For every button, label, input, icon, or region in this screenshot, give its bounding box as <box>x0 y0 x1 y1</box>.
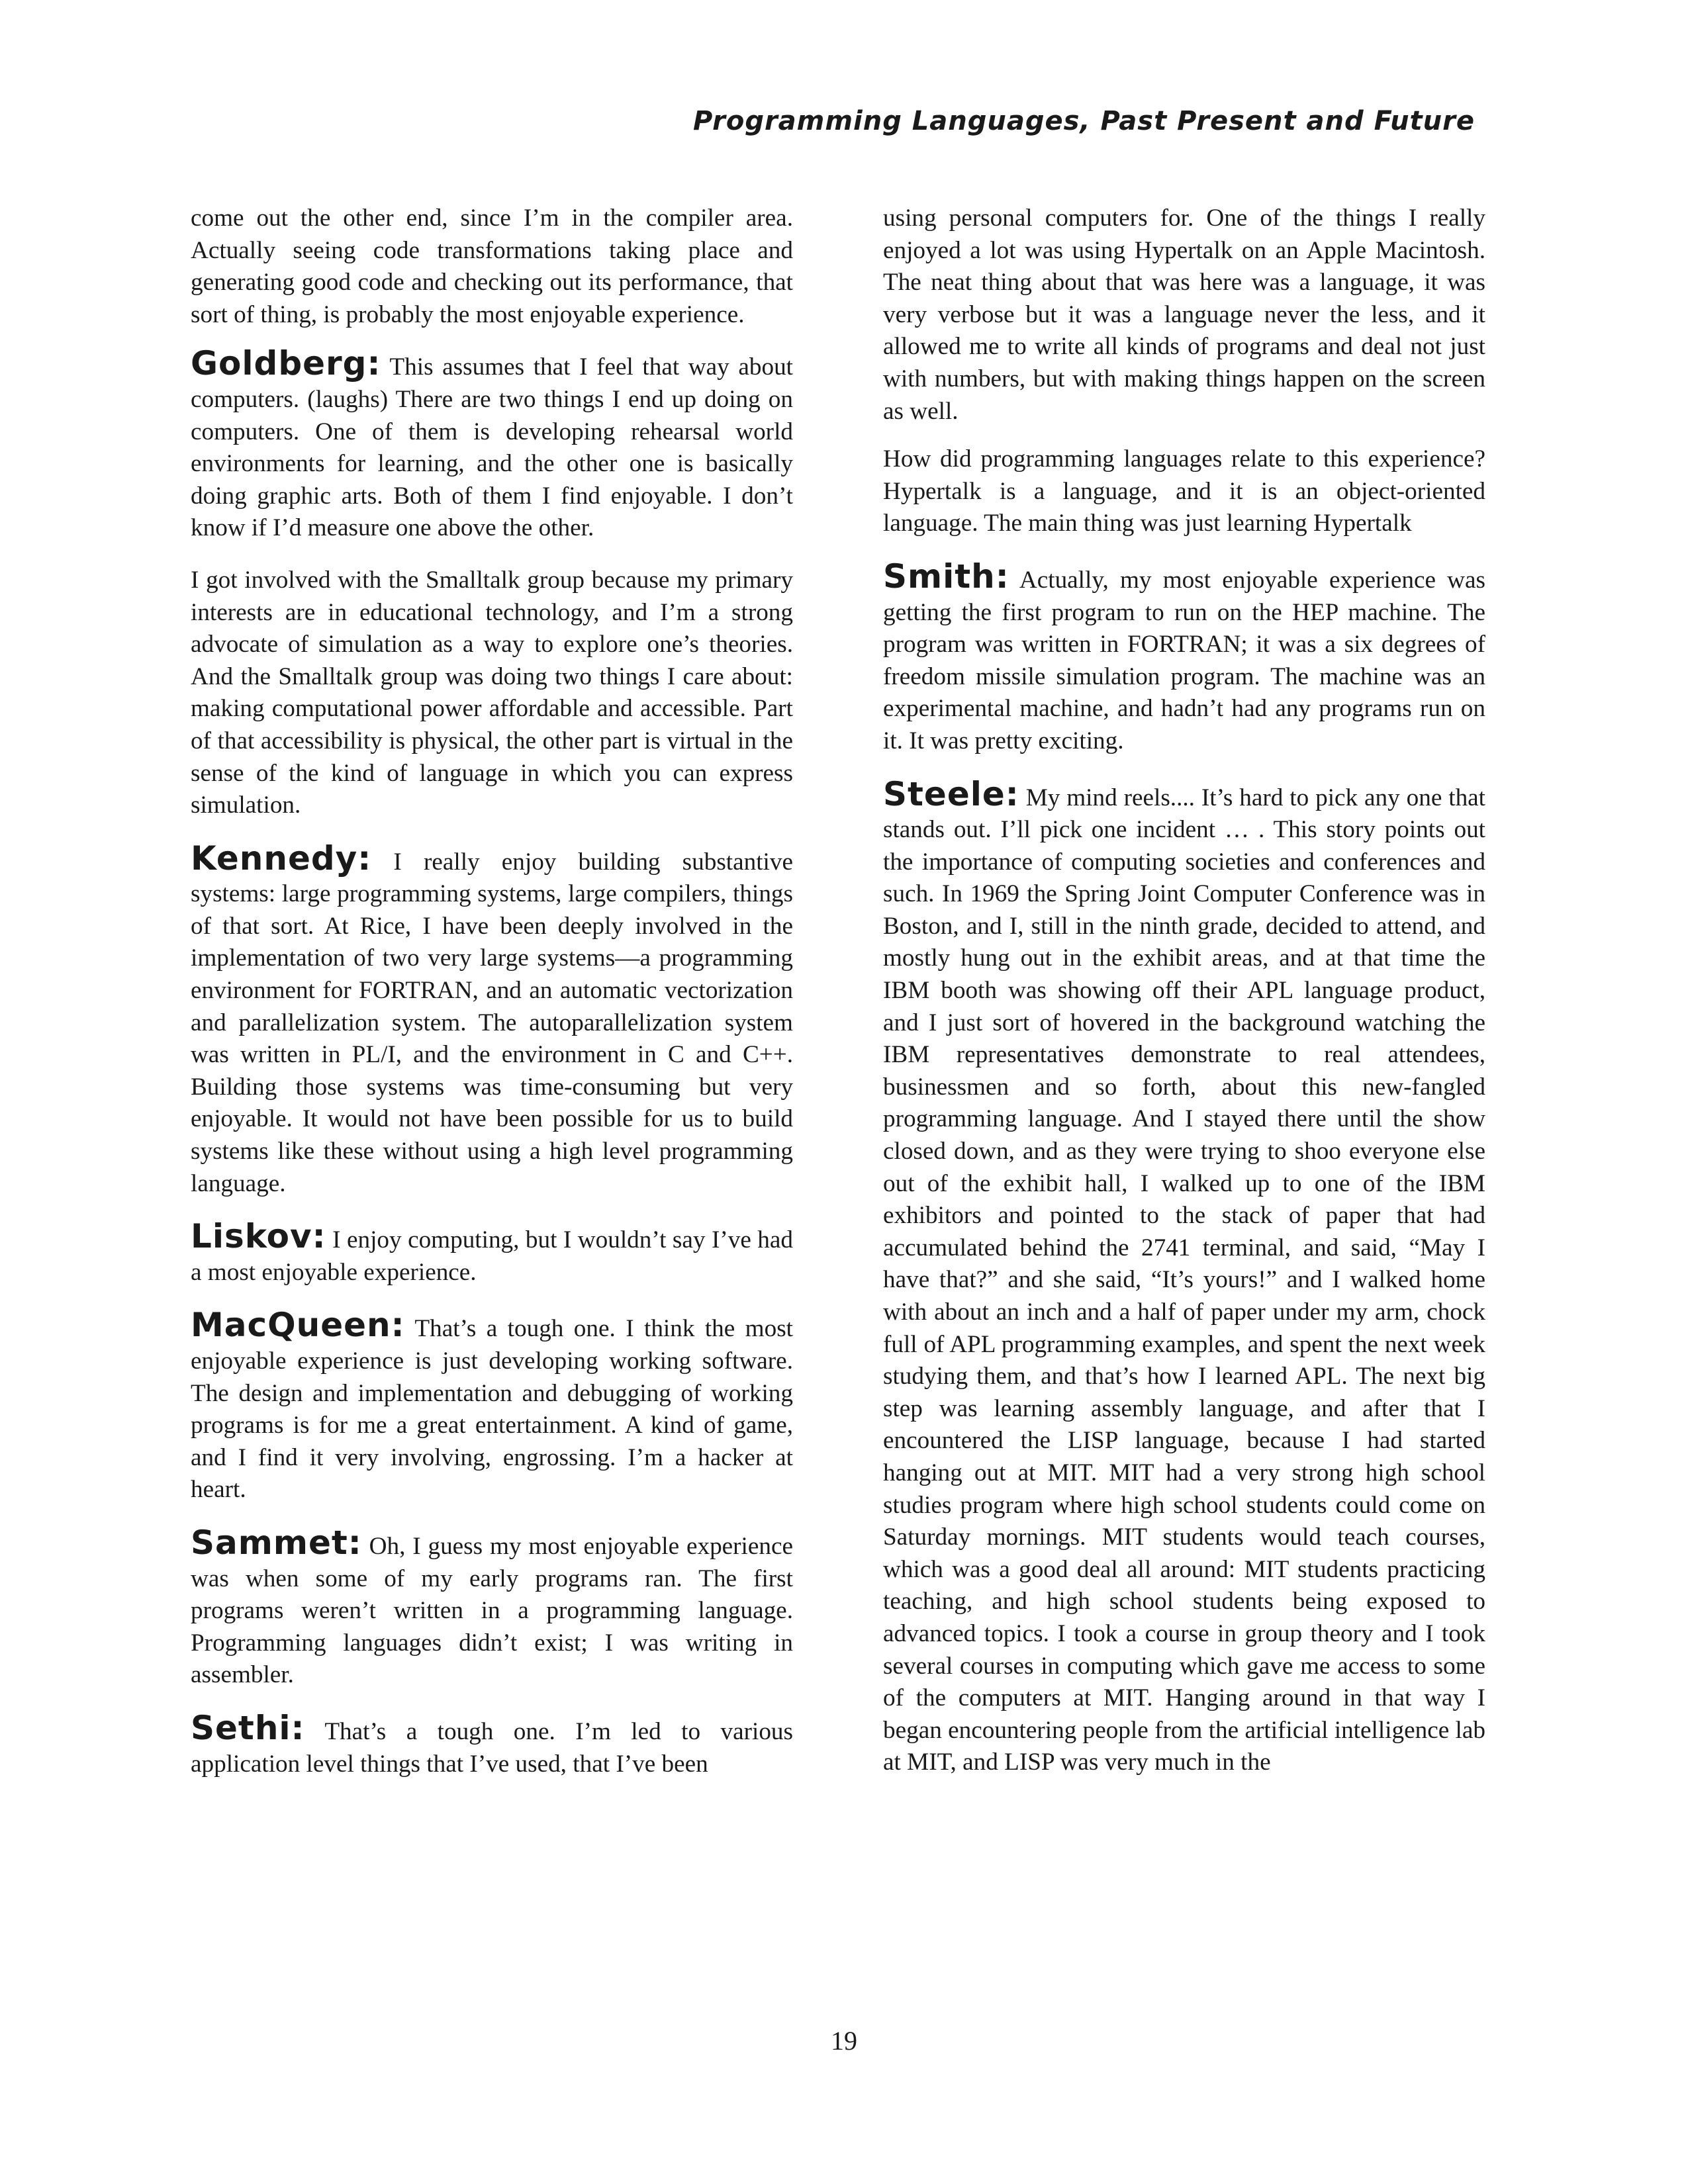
speaker-name: MacQueen: <box>191 1306 405 1345</box>
answer-text: I enjoy computing, but I wouldn’t say I’ve had a most enjoyable experience. <box>191 1226 794 1286</box>
paragraph <box>883 203 1485 428</box>
answer-liskov <box>191 1217 794 1289</box>
answer-sethi <box>191 1708 793 1780</box>
answer-sammet <box>191 1523 793 1692</box>
answer-macqueen <box>191 1308 793 1506</box>
running-head: Programming Languages, Past Present and Future <box>693 106 1475 136</box>
answer-text: This assumes that I feel that way about computers. (laughs) There are two things I end up doing on computers. One of them is developing rehearsal world environments for learning, and the other one is basically doing graphic arts. Both of them I find enjoyable. I don’t know if I’d measure one above the other. <box>191 353 793 542</box>
answer-text: That’s a tough one. I think the most enjoyable experience is just developing working software. The design and implementation and debugging of working programs is for me a great entertainment. A kind of game, and I find it very involving, engrossing. I’m a hacker at heart. <box>191 1315 793 1504</box>
speaker-name: Goldberg: <box>191 344 381 383</box>
paragraph-text: come out the other end, since I’m in the compiler area. Actually seeing code transformations taking place and generating good code and checking out its performance, that sort of thing, is probably the most enjoyable experience. <box>191 205 793 328</box>
paragraph-text: How did programming languages relate to this experience? Hypertalk is a language, and it is an object-oriented language. The main thing was just learning Hypertalk <box>883 445 1485 537</box>
paragraph-text: I got involved with the Smalltalk group because my primary interests are in educational technology, and I’m a strong advocate of simulation as a way to explore one’s theories. And the Smalltalk group was doing two things I care about: making computational power affordable and accessible. Part of that accessibility is physical, the other part is virtual in the sense of the kind of language in which you can express simulation. <box>191 566 793 819</box>
answer-steele <box>883 774 1486 1779</box>
answer-kennedy <box>191 839 793 1201</box>
answer-text: Oh, I guess my most enjoyable experience was when some of my early programs ran. The first programs weren’t written in a programming language. Programming languages didn’t exist; I was writing in assembler. <box>191 1532 793 1689</box>
right-column <box>883 203 1485 1795</box>
speaker-name: Sethi: <box>191 1708 305 1747</box>
speaker-name: Kennedy: <box>191 839 372 878</box>
page-number: 19 <box>831 2026 857 2056</box>
paragraph <box>191 203 793 331</box>
answer-text: Actually, my most enjoyable experience was getting the first program to run on the HEP machine. The program was written in FORTRAN; it was a six degrees of freedom missile simulation program. The machine was an experimental machine, and hadn’t had any programs run on it. It was pretty exciting. <box>883 566 1486 754</box>
speaker-name: Smith: <box>883 557 1009 596</box>
left-column <box>191 203 793 1796</box>
paragraph <box>883 443 1485 540</box>
answer-smith <box>883 557 1486 758</box>
answer-text: That’s a tough one. I’m led to various application level things that I’ve used, that I’ve been <box>191 1717 793 1778</box>
speaker-name: Steele: <box>883 774 1019 813</box>
answer-text: My mind reels.... It’s hard to pick any one that stands out. I’ll pick one incident … . This story points out the importance of computing societies and conferences and such. In 1969 the Spring Joint Computer Conference was in Boston, and I, still in the ninth grade, decided to attend, and mostly hung out in the exhibit areas, and at that time the IBM booth was showing off their APL language product, and I just sort of hovered in the background watching the IBM representatives demonstrate to real attendees, businessmen and so forth, about this new-fangled programming language. And I stayed there until the show closed down, and as they were trying to shoo everyone else out of the exhibit hall, I walked up to one of the IBM exhibitors and pointed to the stack of paper that had accumulated behind the 2741 terminal, and said, “May I have that?” and she said, “It’s yours!” and I walked home with about an inch and a half of paper under my arm, chock full of APL programming examples, and spent the next week studying them, and that’s how I learned APL. The next big step was learning assembly language, and after that I encountered the LISP language, because I had started hanging out at MIT. MIT had a very strong high school studies program where high school students could come on Saturday mornings. MIT students would teach courses, which was a good deal all around: MIT students practicing teaching, and high school students being exposed to advanced topics. I took a course in group theory and I took several courses in computing which gave me access to some of the computers at MIT. Hanging around in that way I began encountering people from the artificial intelligence lab at MIT, and LISP was very much in the <box>883 784 1486 1776</box>
answer-text: I really enjoy building substantive systems: large programming systems, large compilers, things of that sort. At Rice, I have been deeply involved in the implementation of two very large systems—a programming environment for FORTRAN, and an automatic vectorization and parallelization system. The autoparallelization system was written in PL/I, and the environment in C and C++. Building those systems was time-consuming but very enjoyable. It would not have been possible for us to build systems like these without using a high level programming language. <box>191 848 793 1197</box>
speaker-name: Liskov: <box>191 1217 326 1256</box>
answer-goldberg <box>191 344 793 545</box>
speaker-name: Sammet: <box>191 1523 362 1562</box>
paragraph-text: using personal computers for. One of the things I really enjoyed a lot was using Hypertalk on an Apple Macintosh. The neat thing about that was here was a language, it was very verbose but it was a language never the less, and it allowed me to write all kinds of programs and deal not just with numbers, but with making things happen on the screen as well. <box>883 205 1485 425</box>
paragraph <box>191 565 793 822</box>
